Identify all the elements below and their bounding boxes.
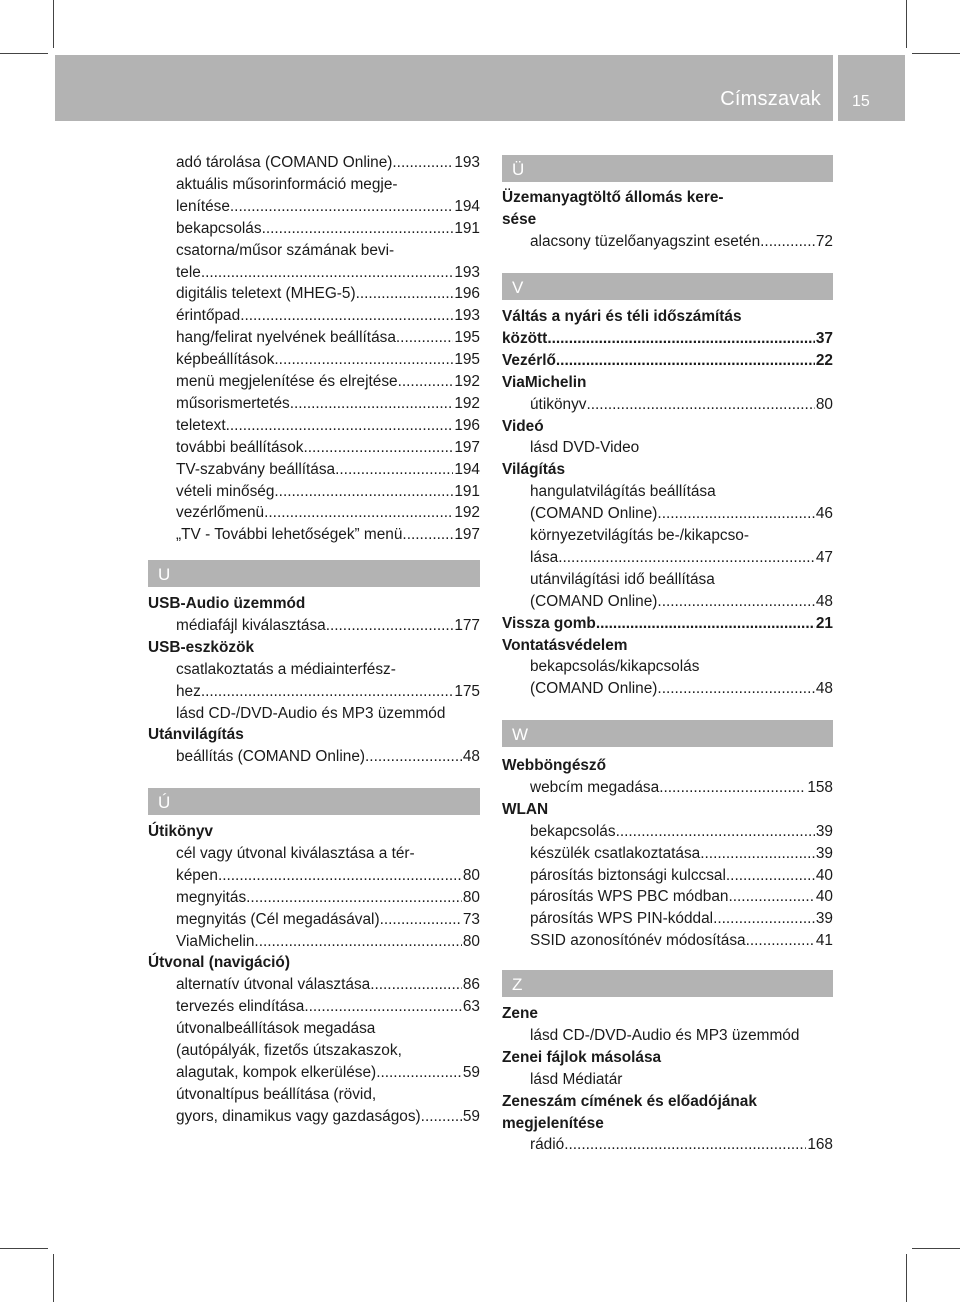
entry-text: (COMAND Online) xyxy=(530,505,658,523)
page-ref: 192 xyxy=(454,373,480,390)
index-entry xyxy=(502,372,586,394)
dot-leader xyxy=(201,681,453,703)
dot-leader xyxy=(326,615,454,637)
index-entry xyxy=(176,218,480,240)
entry-text: aktuális műsorinformáció megje- xyxy=(176,175,398,193)
index-entry xyxy=(176,327,480,349)
dot-leader xyxy=(274,349,453,371)
page-ref: 197 xyxy=(454,526,480,544)
index-entry xyxy=(176,1018,375,1040)
index-entry xyxy=(530,503,833,525)
index-entry xyxy=(176,481,480,503)
index-entry xyxy=(530,525,749,547)
dot-leader xyxy=(396,327,453,349)
index-entry xyxy=(148,821,213,843)
dot-leader xyxy=(421,1106,462,1128)
index-entry xyxy=(176,371,480,393)
dot-leader xyxy=(376,1062,462,1084)
index-entry xyxy=(502,459,565,481)
entry-text: Vissza gomb xyxy=(502,614,596,632)
index-entry xyxy=(530,231,833,253)
entry-text: vezérlőmenü xyxy=(176,504,265,522)
dot-leader xyxy=(657,678,814,700)
page-ref: 80 xyxy=(462,888,480,906)
entry-text: lásd CD-/DVD-Audio és MP3 üzemmód xyxy=(176,704,446,722)
entry-text: hang/felirat nyelvének beállítása xyxy=(176,329,396,347)
index-entry xyxy=(502,799,548,821)
index-entry xyxy=(176,459,480,481)
page-ref: 59 xyxy=(462,1063,480,1081)
entry-text: alagutak, kompok elkerülése) xyxy=(176,1063,377,1081)
entry-text: lásd Médiatár xyxy=(530,1070,623,1088)
entry-text: SSID azonosítónév módosítása xyxy=(530,932,746,950)
entry-text: Utánvilágítás xyxy=(148,726,244,744)
entry-text: csatorna/műsor számának bevi- xyxy=(176,241,395,259)
section-letter-u-acute: Ú xyxy=(148,788,480,815)
entry-text: környezetvilágítás be-/kikapcso- xyxy=(530,527,749,544)
page-ref: 192 xyxy=(454,504,480,522)
entry-text: további beállítások xyxy=(176,438,304,456)
entry-text: USB-Audio üzemmód xyxy=(148,595,306,612)
index-entry xyxy=(502,306,742,328)
index-entry xyxy=(176,262,480,284)
index-entry xyxy=(176,393,480,415)
entry-text: gyors, dinamikus vagy gazdaságos) xyxy=(176,1107,421,1125)
index-entry xyxy=(502,350,833,372)
index-entry xyxy=(502,613,833,635)
entry-text: Útikönyv xyxy=(148,823,213,840)
index-entry xyxy=(530,547,833,569)
index-entry xyxy=(148,724,244,746)
index-entry xyxy=(176,887,480,909)
entry-text: tele xyxy=(176,263,201,281)
dot-leader xyxy=(230,196,453,218)
dot-leader xyxy=(218,865,462,887)
index-entry xyxy=(176,1106,480,1128)
page-ref: 46 xyxy=(815,505,833,523)
entry-text: (COMAND Online) xyxy=(530,592,658,610)
entry-text: Zene xyxy=(502,1005,538,1022)
page-ref: 191 xyxy=(454,482,480,500)
index-entry xyxy=(502,1091,757,1113)
index-entry xyxy=(530,1025,799,1047)
entry-text: Világítás xyxy=(502,461,566,479)
index-entry xyxy=(502,416,544,438)
entry-text: párosítás WPS PBC módban xyxy=(530,888,729,906)
index-entry xyxy=(530,678,833,700)
entry-text: megjelenítése xyxy=(502,1114,604,1132)
page-ref: 194 xyxy=(454,197,480,215)
entry-text: Útvonal (navigáció) xyxy=(148,954,290,972)
index-entry xyxy=(148,952,290,974)
page-ref: 175 xyxy=(454,682,480,700)
index-entry xyxy=(176,703,445,725)
entry-text: menü megjelenítése és elrejtése xyxy=(176,373,398,390)
index-entry xyxy=(176,502,480,524)
entry-text: Webböngésző xyxy=(502,757,607,774)
page-ref: 194 xyxy=(454,460,480,478)
dot-leader xyxy=(760,231,815,253)
index-entry xyxy=(176,174,398,196)
entry-text: ViaMichelin xyxy=(176,932,255,950)
entry-text: TV-szabvány beállítása xyxy=(176,460,336,478)
entry-text: lásd DVD-Video xyxy=(530,439,640,457)
crop-mark xyxy=(912,1248,960,1249)
dot-leader xyxy=(586,394,814,416)
dot-leader xyxy=(700,843,815,865)
dot-leader xyxy=(240,305,453,327)
index-entry xyxy=(530,437,639,459)
index-entry xyxy=(530,865,833,887)
page-ref: 158 xyxy=(807,778,833,796)
page-ref: 193 xyxy=(454,307,480,325)
dot-leader xyxy=(398,371,454,393)
entry-text: között xyxy=(502,329,548,347)
dot-leader xyxy=(728,886,814,908)
dot-leader xyxy=(657,503,814,525)
entry-text: érintőpad xyxy=(176,307,241,325)
crop-mark xyxy=(0,1248,48,1249)
entry-text: utánvilágítási idő beállítása xyxy=(530,570,715,588)
entry-text: hangulatvilágítás beállítása xyxy=(530,483,716,501)
crop-mark xyxy=(906,0,907,48)
entry-text: bekapcsolás xyxy=(176,219,262,237)
dot-leader xyxy=(659,777,806,799)
entry-text: Vontatásvédelem xyxy=(502,636,628,654)
entry-text: Videó xyxy=(502,417,544,435)
index-entry xyxy=(176,615,480,637)
index-entry xyxy=(530,843,833,865)
index-entry xyxy=(176,1040,402,1062)
index-entry xyxy=(530,481,716,503)
page-ref: 40 xyxy=(815,888,833,906)
entry-text: WLAN xyxy=(502,800,549,818)
crop-mark xyxy=(912,53,960,54)
page-ref: 47 xyxy=(815,548,833,566)
entry-text: „TV - További lehetőségek” menü xyxy=(176,526,403,544)
crop-mark xyxy=(0,53,48,54)
entry-text: lenítése xyxy=(176,197,230,215)
entry-text: tervezés elindítása xyxy=(176,998,305,1016)
entry-text: (autópályák, fizetős útszakaszok, xyxy=(176,1042,402,1059)
page-ref: 191 xyxy=(454,219,480,237)
page-ref: 192 xyxy=(454,394,480,412)
dot-leader xyxy=(201,262,453,284)
entry-text: Zenei fájlok másolása xyxy=(502,1048,662,1066)
page-ref: 168 xyxy=(807,1136,833,1154)
entry-text: vételi minőség xyxy=(176,482,275,500)
dot-leader xyxy=(365,746,462,768)
index-entry xyxy=(176,681,480,703)
entry-text: Üzemanyagtöltő állomás kere- xyxy=(502,189,724,206)
entry-text: lásd CD-/DVD-Audio és MP3 üzemmód xyxy=(530,1026,800,1044)
dot-leader xyxy=(564,1134,806,1156)
index-entry xyxy=(176,240,394,262)
index-entry xyxy=(502,635,627,657)
page-title: Címszavak xyxy=(720,88,821,110)
page-ref: 41 xyxy=(815,932,833,950)
index-entry xyxy=(176,152,480,174)
index-entry xyxy=(176,865,480,887)
dot-leader xyxy=(246,887,462,909)
page-ref: 63 xyxy=(462,998,480,1016)
entry-text: webcím megadása xyxy=(530,778,660,796)
index-entry xyxy=(176,283,480,305)
entry-text: digitális teletext (MHEG-5) xyxy=(176,285,356,303)
page-ref: 59 xyxy=(462,1107,480,1125)
dot-leader xyxy=(746,930,815,952)
page-ref: 48 xyxy=(815,592,833,610)
entry-text: ViaMichelin xyxy=(502,373,587,391)
section-letter-u: U xyxy=(148,560,480,587)
page-ref: 40 xyxy=(815,866,833,884)
entry-text: adó tárolása (COMAND Online) xyxy=(176,154,393,171)
entry-text: médiafájl kiválasztása xyxy=(176,616,326,634)
crop-mark xyxy=(906,1254,907,1302)
dot-leader xyxy=(304,996,462,1018)
index-entry xyxy=(176,437,480,459)
entry-text: képbeállítások xyxy=(176,351,275,369)
dot-leader xyxy=(713,908,815,930)
index-entry xyxy=(176,974,480,996)
page-ref: 195 xyxy=(454,351,480,369)
index-entry xyxy=(502,187,724,209)
index-entry xyxy=(530,908,833,930)
entry-text: USB-eszközök xyxy=(148,638,255,656)
dot-leader xyxy=(370,974,462,996)
entry-text: hez xyxy=(176,682,201,700)
page-ref: 177 xyxy=(454,616,480,634)
index-entry xyxy=(530,930,833,952)
index-entry xyxy=(502,209,536,231)
entry-text: (COMAND Online) xyxy=(530,680,658,698)
dot-leader xyxy=(262,218,454,240)
section-letter-w: W xyxy=(502,720,833,747)
dot-leader xyxy=(657,591,814,613)
entry-text: megnyitás xyxy=(176,888,247,906)
page-ref: 86 xyxy=(462,976,480,994)
page-ref: 80 xyxy=(462,866,480,884)
entry-text: útikönyv xyxy=(530,395,587,413)
left-column xyxy=(148,0,480,1302)
dot-leader xyxy=(303,437,453,459)
dot-leader xyxy=(726,865,815,887)
entry-text: bekapcsolás xyxy=(530,822,616,840)
index-entry xyxy=(530,821,833,843)
section-letter-z: Z xyxy=(502,970,833,997)
entry-text: műsorismertetés xyxy=(176,394,290,412)
index-entry xyxy=(176,996,480,1018)
page-ref: 48 xyxy=(815,680,833,698)
index-entry xyxy=(530,569,715,591)
entry-text: alternatív útvonal választása xyxy=(176,976,371,994)
index-entry xyxy=(530,394,833,416)
index-entry xyxy=(176,746,480,768)
entry-text: rádió xyxy=(530,1136,565,1154)
dot-leader xyxy=(226,415,454,437)
index-entry xyxy=(176,305,480,327)
entry-text: bekapcsolás/kikapcsolás xyxy=(530,658,700,676)
index-entry xyxy=(176,196,480,218)
entry-text: lása xyxy=(530,548,559,566)
index-entry xyxy=(502,1113,604,1135)
page-ref: 193 xyxy=(454,263,480,281)
index-entry xyxy=(530,1069,622,1091)
page-ref: 196 xyxy=(454,416,480,434)
index-entry xyxy=(176,843,415,865)
dot-leader xyxy=(264,502,453,524)
entry-text: útvonalbeállítások megadása xyxy=(176,1020,376,1038)
crop-mark xyxy=(53,0,54,48)
index-entry xyxy=(176,1062,480,1084)
page-ref: 73 xyxy=(462,910,480,928)
index-entry xyxy=(148,593,305,615)
entry-text: képen xyxy=(176,866,218,884)
index-entry xyxy=(502,755,606,777)
index-entry xyxy=(530,1134,833,1156)
index-entry xyxy=(530,656,699,678)
index-entry xyxy=(502,328,833,350)
entry-text: alacsony tüzelőanyagszint esetén xyxy=(530,232,761,250)
dot-leader xyxy=(335,459,453,481)
page-ref: 193 xyxy=(454,154,480,171)
page-number-box xyxy=(838,55,905,121)
index-entry xyxy=(502,1047,661,1069)
page-ref: 196 xyxy=(454,285,480,303)
dot-leader xyxy=(254,931,461,953)
entry-text: Vezérlő xyxy=(502,351,556,369)
index-entry xyxy=(176,659,396,681)
page-ref: 37 xyxy=(815,329,833,347)
dot-leader xyxy=(274,481,453,503)
entry-text: párosítás WPS PIN-kóddal xyxy=(530,910,714,928)
entry-text: beállítás (COMAND Online) xyxy=(176,748,366,766)
page-ref: 21 xyxy=(815,614,833,632)
dot-leader xyxy=(616,821,815,843)
entry-text: csatlakoztatás a médiainterfész- xyxy=(176,660,396,678)
page-ref: 195 xyxy=(454,329,480,347)
index-entry xyxy=(530,591,833,613)
crop-mark xyxy=(53,1254,54,1302)
dot-leader xyxy=(558,547,815,569)
page-ref: 39 xyxy=(815,844,833,862)
page-ref: 39 xyxy=(815,910,833,928)
index-entry xyxy=(176,1084,376,1106)
index-entry xyxy=(502,1003,538,1025)
dot-leader xyxy=(596,613,815,635)
entry-text: Váltás a nyári és téli időszámítás xyxy=(502,308,742,325)
right-column xyxy=(502,0,833,1302)
entry-text: párosítás biztonsági kulccsal xyxy=(530,866,726,884)
entry-text: cél vagy útvonal kiválasztása a tér- xyxy=(176,844,415,862)
entry-text: útvonaltípus beállítása (rövid, xyxy=(176,1085,377,1103)
dot-leader xyxy=(556,350,815,372)
entry-text: teletext xyxy=(176,416,226,434)
index-entry xyxy=(176,909,480,931)
dot-leader xyxy=(380,909,462,931)
index-entry xyxy=(530,886,833,908)
index-entry xyxy=(148,637,254,659)
index-entry xyxy=(176,349,480,371)
entry-text: Zeneszám címének és előadójának xyxy=(502,1092,757,1110)
dot-leader xyxy=(547,328,815,350)
page-ref: 39 xyxy=(815,822,833,840)
entry-text: készülék csatlakoztatása xyxy=(530,844,701,862)
page-ref: 72 xyxy=(815,232,833,250)
index-entry xyxy=(176,415,480,437)
index-entry xyxy=(176,524,480,546)
index-entry xyxy=(176,931,480,953)
entry-text: megnyitás (Cél megadásával) xyxy=(176,910,380,928)
dot-leader xyxy=(392,152,453,174)
page-ref: 197 xyxy=(454,438,480,456)
page-ref: 80 xyxy=(815,395,833,413)
dot-leader xyxy=(356,283,454,305)
index-entry xyxy=(530,777,833,799)
page-ref: 48 xyxy=(462,748,480,766)
page-ref: 80 xyxy=(462,932,480,950)
dot-leader xyxy=(402,524,453,546)
page-number: 15 xyxy=(852,93,870,110)
dot-leader xyxy=(290,393,454,415)
page-ref: 22 xyxy=(815,351,833,369)
section-letter-u-umlaut: Ü xyxy=(502,155,833,182)
section-letter-v: V xyxy=(502,273,833,300)
entry-text: sése xyxy=(502,210,537,228)
